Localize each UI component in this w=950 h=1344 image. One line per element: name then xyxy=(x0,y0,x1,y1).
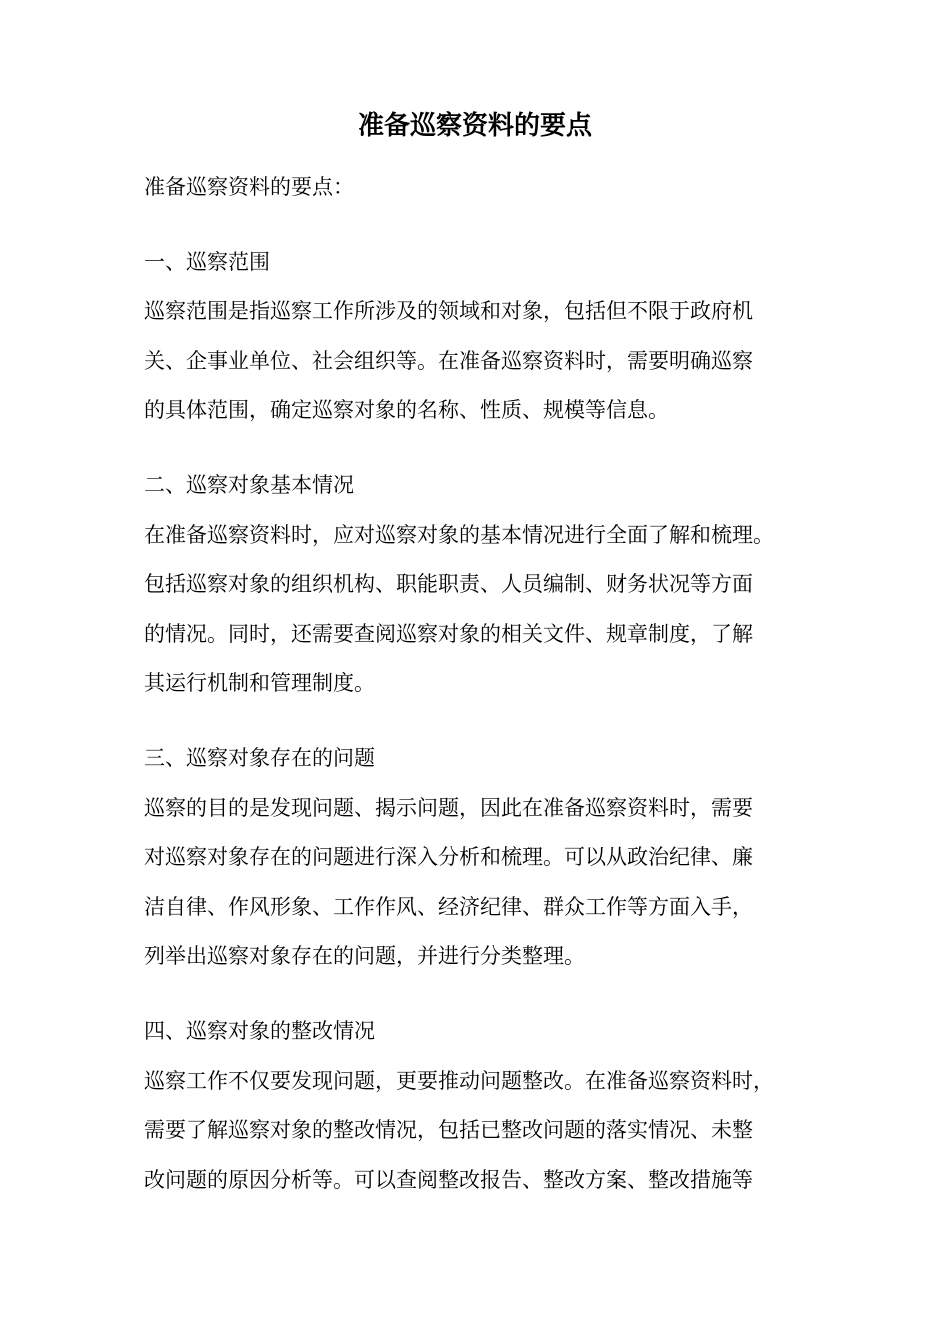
section-3 xyxy=(144,734,844,982)
paragraph-gap xyxy=(144,436,844,461)
section-line: 巡察工作不仅要发现问题，更要推动问题整改。在准备巡察资料时， xyxy=(144,1068,774,1093)
section-line: 在准备巡察资料时，应对巡察对象的基本情况进行全面了解和梳理。 xyxy=(144,522,774,547)
section-line: 巡察的目的是发现问题、揭示问题，因此在准备巡察资料时，需要 xyxy=(144,795,753,820)
paragraph-gap xyxy=(144,213,844,238)
document-body xyxy=(144,163,844,1205)
section-line: 的情况。同时，还需要查阅巡察对象的相关文件、规章制度，了解 xyxy=(144,621,753,646)
section-line: 对巡察对象存在的问题进行深入分析和梳理。可以从政治纪律、廉 xyxy=(144,845,753,870)
section-line: 的具体范围，确定巡察对象的名称、性质、规模等信息。 xyxy=(144,398,669,423)
section-heading: 一、巡察范围 xyxy=(144,249,270,274)
paragraph-gap xyxy=(144,982,844,1007)
paragraph-gap xyxy=(144,709,844,734)
section-4 xyxy=(144,1007,844,1205)
section-line: 改问题的原因分析等。可以查阅整改报告、整改方案、整改措施等 xyxy=(144,1167,753,1192)
document-title: 准备巡察资料的要点 xyxy=(357,111,592,141)
section-line: 关、企事业单位、社会组织等。在准备巡察资料时，需要明确巡察 xyxy=(144,348,753,373)
section-heading: 四、巡察对象的整改情况 xyxy=(144,1018,375,1043)
section-line: 巡察范围是指巡察工作所涉及的领域和对象，包括但不限于政府机 xyxy=(144,299,753,324)
section-line: 需要了解巡察对象的整改情况，包括已整改问题的落实情况、未整 xyxy=(144,1118,753,1143)
section-heading: 二、巡察对象基本情况 xyxy=(144,472,354,497)
section-line: 洁自律、作风形象、工作作风、经济纪律、群众工作等方面入手， xyxy=(144,894,753,919)
section-line: 列举出巡察对象存在的问题，并进行分类整理。 xyxy=(144,944,585,969)
section-2 xyxy=(144,461,844,709)
section-heading: 三、巡察对象存在的问题 xyxy=(144,745,375,770)
section-line: 其运行机制和管理制度。 xyxy=(144,671,375,696)
intro-line: 准备巡察资料的要点： xyxy=(144,175,354,199)
section-1 xyxy=(144,238,844,436)
section-line: 包括巡察对象的组织机构、职能职责、人员编制、财务状况等方面 xyxy=(144,572,753,597)
